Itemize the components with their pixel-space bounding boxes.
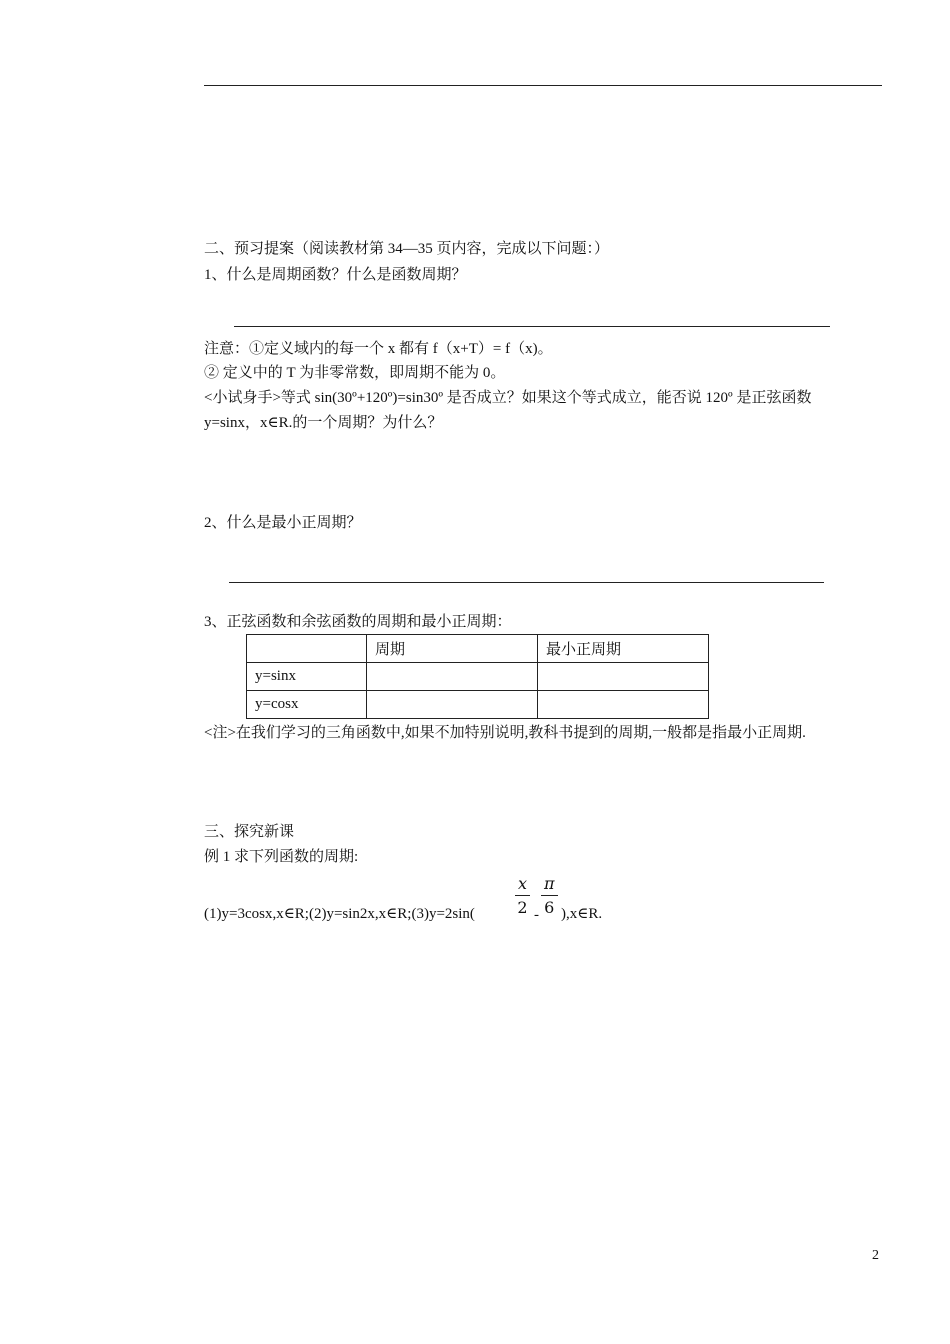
fraction-numerator: π [541, 874, 558, 896]
example-title: 例 1 求下列函数的周期: [204, 849, 359, 865]
table-cell [538, 663, 709, 691]
trial-line-2: y=sinx，x∈R.的一个周期？为什么？ [204, 415, 443, 431]
footnote: <注>在我们学习的三角函数中,如果不加特别说明,教科书提到的周期,一般都是指最小正周期. [204, 725, 806, 741]
note-2: ② 定义中的 T 为非零常数，即周期不能为 0。 [204, 365, 506, 381]
table-header-cell: 最小正周期 [538, 635, 709, 663]
question-2: 2、什么是最小正周期？ [204, 515, 362, 531]
fraction-denominator: 6 [544, 898, 555, 917]
minus-sign: - [534, 907, 539, 923]
table-row [247, 691, 709, 719]
note-1: 注意：①定义域内的每一个 x 都有 f（x+T）= f（x)。 [204, 341, 553, 357]
page-number: 2 [872, 1248, 879, 1263]
trial-line-1: <小试身手>等式 sin(30º+120º)=sin30º 是否成立？如果这个等式成立，能否说 120º 是正弦函数 [204, 390, 812, 406]
table-cell: y=sinx [247, 663, 367, 691]
fraction-x-over-2 [515, 874, 530, 917]
example-expression-start: (1)y=3cosx,x∈R;(2)y=sin2x,x∈R;(3)y=2sin( [204, 906, 475, 922]
table-row [247, 663, 709, 691]
top-rule [204, 85, 882, 86]
table-header-cell [247, 635, 367, 663]
period-table [246, 634, 709, 719]
section2-heading: 二、预习提案（阅读教材第 34—35 页内容，完成以下问题：） [204, 241, 610, 257]
answer-line-2 [229, 582, 824, 583]
table-cell [367, 663, 538, 691]
question-1: 1、什么是周期函数？什么是函数周期？ [204, 267, 467, 283]
answer-line-1 [234, 326, 830, 327]
section3-heading: 三、探究新课 [204, 824, 295, 840]
table-cell [367, 691, 538, 719]
fraction-pi-over-6 [541, 874, 558, 917]
fraction-denominator: 2 [517, 898, 528, 917]
table-cell [538, 691, 709, 719]
table-header-cell: 周期 [367, 635, 538, 663]
table-header-row [247, 635, 709, 663]
fraction-numerator: x [515, 874, 530, 896]
question-3: 3、正弦函数和余弦函数的周期和最小正周期： [204, 614, 512, 630]
table-cell: y=cosx [247, 691, 367, 719]
example-expression-end: ),x∈R. [561, 906, 603, 922]
